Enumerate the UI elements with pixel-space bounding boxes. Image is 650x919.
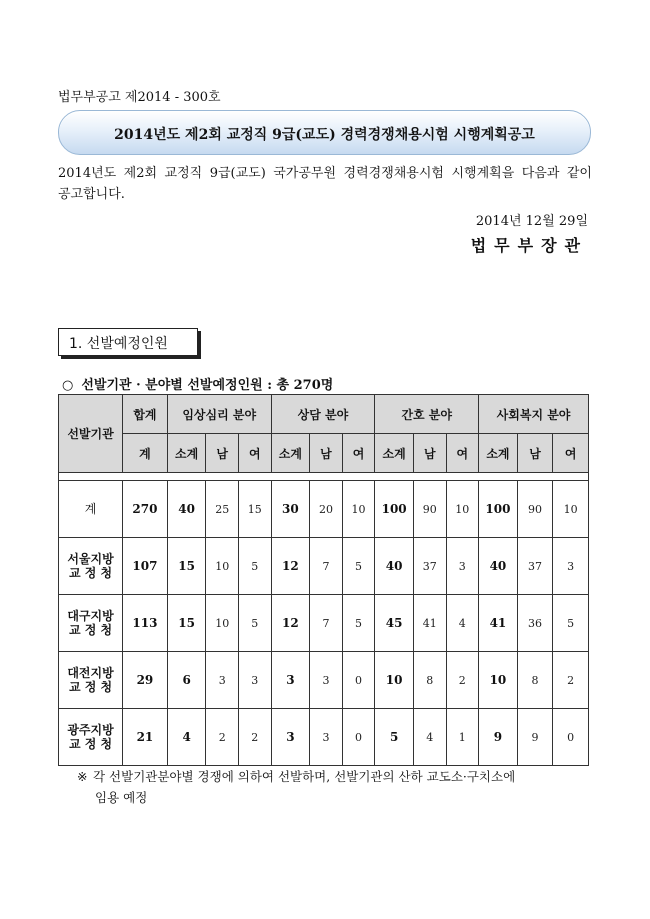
male-count-cell: 9	[517, 709, 553, 766]
header-field: 상담 분야	[271, 395, 375, 434]
org-name-line: 계	[84, 502, 97, 516]
org-cell	[59, 595, 123, 652]
title-banner	[58, 110, 591, 155]
female-count-cell: 3	[553, 538, 589, 595]
subtotal-cell: 4	[167, 709, 206, 766]
header-sub: 여	[553, 434, 589, 473]
male-count-cell: 7	[310, 595, 343, 652]
header-gap	[59, 473, 589, 481]
female-count-cell: 0	[342, 652, 375, 709]
female-count-cell: 2	[446, 652, 479, 709]
subtotal-cell: 15	[167, 595, 206, 652]
male-count-cell: 10	[206, 538, 239, 595]
header-sub: 남	[517, 434, 553, 473]
org-name-line: 교 정 청	[68, 737, 113, 751]
footnote	[77, 766, 597, 808]
table-row	[59, 652, 589, 709]
subtotal-cell: 9	[479, 709, 518, 766]
header-field: 임상심리 분야	[167, 395, 271, 434]
subtotal-cell: 10	[479, 652, 518, 709]
org-cell	[59, 709, 123, 766]
total-cell: 113	[123, 595, 168, 652]
female-count-cell: 3	[239, 652, 272, 709]
note-line-1: 각 선발기관분야별 경쟁에 의하여 선발하며, 선발기관의 산하 교도소·구치소에	[93, 769, 516, 784]
subtotal-cell: 100	[375, 481, 414, 538]
org-cell	[59, 652, 123, 709]
org-name-line: 교 정 청	[68, 680, 113, 694]
header-sub: 남	[206, 434, 239, 473]
male-count-cell: 4	[413, 709, 446, 766]
header-sub: 소계	[479, 434, 518, 473]
org-cell	[59, 538, 123, 595]
total-cell: 107	[123, 538, 168, 595]
male-count-cell: 25	[206, 481, 239, 538]
header-org: 선발기관	[59, 395, 123, 473]
header-sub: 여	[239, 434, 272, 473]
subtotal-cell: 3	[271, 709, 310, 766]
male-count-cell: 3	[206, 652, 239, 709]
header-field: 간호 분야	[375, 395, 479, 434]
male-count-cell: 37	[413, 538, 446, 595]
table-row	[59, 538, 589, 595]
bullet-text: 선발기관 · 분야별 선발예정인원 : 총 270명	[81, 378, 334, 393]
subtotal-cell: 12	[271, 538, 310, 595]
document-title: 2014년도 제2회 교정직 9급(교도) 경력경쟁채용시험 시행계획공고	[114, 127, 535, 143]
section-heading-box	[58, 328, 198, 356]
intro-paragraph: 2014년도 제2회 교정직 9급(교도) 국가공무원 경력경쟁채용시험 시행계획을 다음과 같이 공고합니다.	[58, 166, 592, 202]
subtotal-cell: 10	[375, 652, 414, 709]
org-name-line: 대전지방	[67, 666, 114, 680]
org-name-line: 교 정 청	[68, 566, 113, 580]
female-count-cell: 15	[239, 481, 272, 538]
signer: 법무부장관	[470, 236, 588, 255]
header-sub: 소계	[375, 434, 414, 473]
org-name-line: 광주지방	[67, 723, 114, 737]
female-count-cell: 4	[446, 595, 479, 652]
org-name-line: 교 정 청	[68, 623, 113, 637]
table-row	[59, 709, 589, 766]
female-count-cell: 10	[446, 481, 479, 538]
female-count-cell: 2	[239, 709, 272, 766]
male-count-cell: 2	[206, 709, 239, 766]
male-count-cell: 20	[310, 481, 343, 538]
subtotal-cell: 15	[167, 538, 206, 595]
total-cell: 270	[123, 481, 168, 538]
male-count-cell: 3	[310, 652, 343, 709]
header-sub: 여	[342, 434, 375, 473]
header-sub: 소계	[167, 434, 206, 473]
org-name-line: 서울지방	[67, 552, 114, 566]
male-count-cell: 36	[517, 595, 553, 652]
subtotal-cell: 6	[167, 652, 206, 709]
subtotal-cell: 40	[479, 538, 518, 595]
total-cell: 21	[123, 709, 168, 766]
female-count-cell: 5	[342, 538, 375, 595]
subtotal-cell: 12	[271, 595, 310, 652]
recruitment-table	[58, 394, 589, 766]
header-total-sub: 계	[123, 434, 168, 473]
total-cell: 29	[123, 652, 168, 709]
male-count-cell: 90	[413, 481, 446, 538]
male-count-cell: 41	[413, 595, 446, 652]
female-count-cell: 5	[239, 595, 272, 652]
male-count-cell: 3	[310, 709, 343, 766]
header-total: 합계	[123, 395, 168, 434]
org-cell	[59, 481, 123, 538]
female-count-cell: 2	[553, 652, 589, 709]
female-count-cell: 5	[239, 538, 272, 595]
female-count-cell: 5	[342, 595, 375, 652]
subtotal-cell: 40	[167, 481, 206, 538]
male-count-cell: 37	[517, 538, 553, 595]
header-field: 사회복지 분야	[479, 395, 589, 434]
note-line-2: 임용 예정	[95, 790, 148, 805]
male-count-cell: 7	[310, 538, 343, 595]
female-count-cell: 1	[446, 709, 479, 766]
female-count-cell: 0	[553, 709, 589, 766]
female-count-cell: 5	[553, 595, 589, 652]
subtotal-cell: 45	[375, 595, 414, 652]
male-count-cell: 8	[413, 652, 446, 709]
bullet-line	[62, 374, 333, 393]
female-count-cell: 10	[342, 481, 375, 538]
notice-number: 법무부공고 제2014 - 300호	[58, 90, 221, 105]
female-count-cell: 0	[342, 709, 375, 766]
circle-bullet-icon: ○	[62, 378, 74, 393]
reference-mark-icon: ※	[77, 769, 88, 784]
header-sub: 남	[310, 434, 343, 473]
male-count-cell: 10	[206, 595, 239, 652]
header-sub: 남	[413, 434, 446, 473]
header-sub: 소계	[271, 434, 310, 473]
table-row	[59, 481, 589, 538]
announcement-date: 2014년 12월 29일	[475, 214, 588, 229]
header-sub: 여	[446, 434, 479, 473]
org-name-line: 대구지방	[67, 609, 114, 623]
male-count-cell: 8	[517, 652, 553, 709]
subtotal-cell: 3	[271, 652, 310, 709]
table-row	[59, 595, 589, 652]
subtotal-cell: 30	[271, 481, 310, 538]
female-count-cell: 10	[553, 481, 589, 538]
female-count-cell: 3	[446, 538, 479, 595]
subtotal-cell: 5	[375, 709, 414, 766]
subtotal-cell: 41	[479, 595, 518, 652]
subtotal-cell: 40	[375, 538, 414, 595]
subtotal-cell: 100	[479, 481, 518, 538]
section-title: 1. 선발예정인원	[69, 336, 168, 352]
male-count-cell: 90	[517, 481, 553, 538]
